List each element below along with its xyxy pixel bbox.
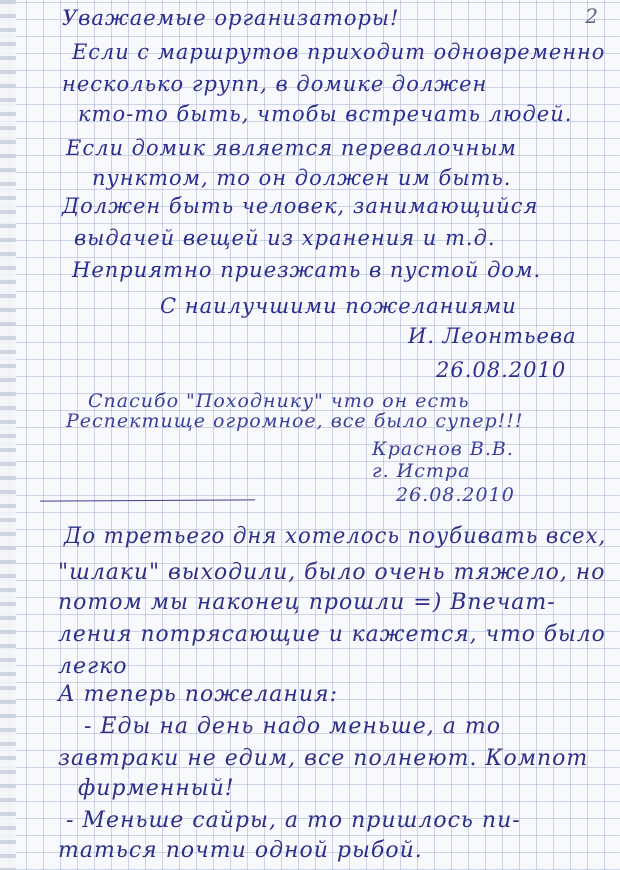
- entry1-line: Должен быть человек, занимающийся: [62, 194, 539, 218]
- entry1-line: Неприятно приезжать в пустой дом.: [72, 258, 542, 282]
- entry1-line: пунктом, то он должен им быть.: [92, 166, 512, 190]
- entry3-line: - Еды на день надо меньше, а то: [84, 714, 501, 739]
- entry3-line: А теперь пожелания:: [58, 682, 338, 707]
- spiral-binding: [0, 0, 16, 870]
- entry3-line: фирменный!: [78, 776, 235, 801]
- entry1-signature: И. Леонтьева: [408, 324, 577, 348]
- entry2-line: Респектище огромное, все было супер!!!: [66, 410, 524, 432]
- entry2-city: г. Истра: [372, 460, 471, 482]
- entry1-greeting: Уважаемые организаторы!: [62, 6, 400, 30]
- entry3-line: До третьего дня хотелось поубивать всех,: [64, 524, 607, 549]
- entry3-line: завтраки не едим, все полнеют. Компот: [58, 746, 589, 771]
- entry3-line: ления потрясающие и кажется, что было: [58, 622, 606, 647]
- entry1-date: 26.08.2010: [436, 358, 567, 382]
- entry2-date: 26.08.2010: [396, 484, 515, 506]
- entry2-signature: Краснов В.В.: [372, 438, 514, 460]
- divider-line: [40, 499, 255, 501]
- entry2-line: Спасибо "Походнику" что он есть: [88, 390, 470, 412]
- page-number: 2: [585, 4, 598, 28]
- entry1-closing: С наилучшими пожеланиями: [160, 294, 517, 318]
- entry3-line: потом мы наконец прошли =) Впечат-: [58, 590, 556, 615]
- entry3-line: таться почти одной рыбой.: [58, 838, 423, 863]
- entry3-line: - Меньше сайры, а то пришлось пи-: [66, 808, 521, 833]
- entry1-line: Если домик является перевалочным: [66, 136, 517, 160]
- entry3-line: легко: [58, 654, 128, 679]
- entry1-line: кто-то быть, чтобы встречать людей.: [78, 102, 573, 126]
- entry1-line: выдачей вещей из хранения и т.д.: [74, 226, 496, 250]
- entry1-line: несколько групп, в домике должен: [62, 72, 488, 96]
- entry1-line: Если с маршрутов приходит одновременно: [72, 40, 606, 64]
- entry3-line: "шлаки" выходили, было очень тяжело, но: [58, 560, 606, 585]
